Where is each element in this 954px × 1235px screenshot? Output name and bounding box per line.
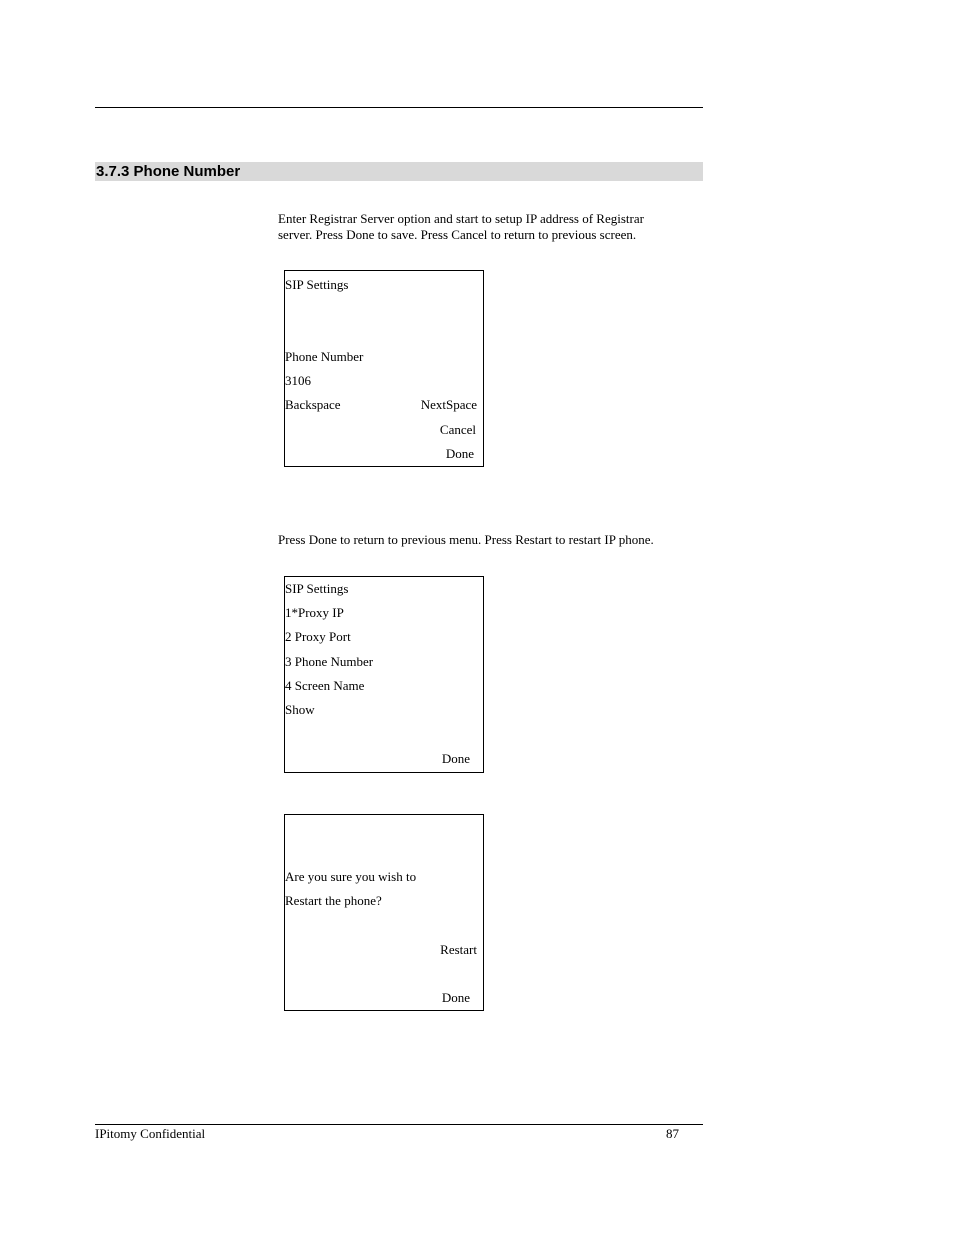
done-softkey[interactable]: Done [441,751,470,766]
phone-screen-sip-settings [284,576,484,773]
screen-title: SIP Settings [285,277,349,292]
menu-item-screen-name[interactable]: 4 Screen Name [285,678,365,693]
backspace-softkey[interactable]: Backspace [285,397,341,412]
phone-screen-phone-number [284,270,484,467]
footer-confidential: IPitomy Confidential [95,1126,206,1141]
footer-rule [95,1124,703,1125]
field-label: Phone Number [285,349,364,364]
restart-softkey[interactable]: Restart [440,942,477,957]
menu-item-proxy-port[interactable]: 2 Proxy Port [285,629,351,644]
done-softkey[interactable]: Done [445,446,474,461]
confirm-text-line-2: Restart the phone? [285,893,382,908]
confirm-text-line-1: Are you sure you wish to [285,869,417,884]
instruction-line-1: Enter Registrar Server option and start to setup IP address of Registrar [278,211,644,226]
show-softkey[interactable]: Show [285,702,315,717]
menu-item-proxy-ip[interactable]: 1*Proxy IP [285,605,344,620]
phone-screen-restart-confirm [284,814,484,1011]
nextspace-softkey[interactable]: NextSpace [420,397,477,412]
page-number: 87 [666,1126,679,1141]
screen-title: SIP Settings [285,581,349,596]
phone-number-value: 3106 [285,373,311,388]
done-softkey[interactable]: Done [441,990,470,1005]
header-rule [95,107,703,108]
instruction-line-3: Press Done to return to previous menu. Press Restart to restart IP phone. [278,532,654,547]
instruction-line-2: server. Press Done to save. Press Cancel to return to previous screen. [278,227,637,242]
cancel-softkey[interactable]: Cancel [439,422,476,437]
section-heading: 3.7.3 Phone Number [95,162,703,181]
menu-item-phone-number[interactable]: 3 Phone Number [285,654,374,669]
